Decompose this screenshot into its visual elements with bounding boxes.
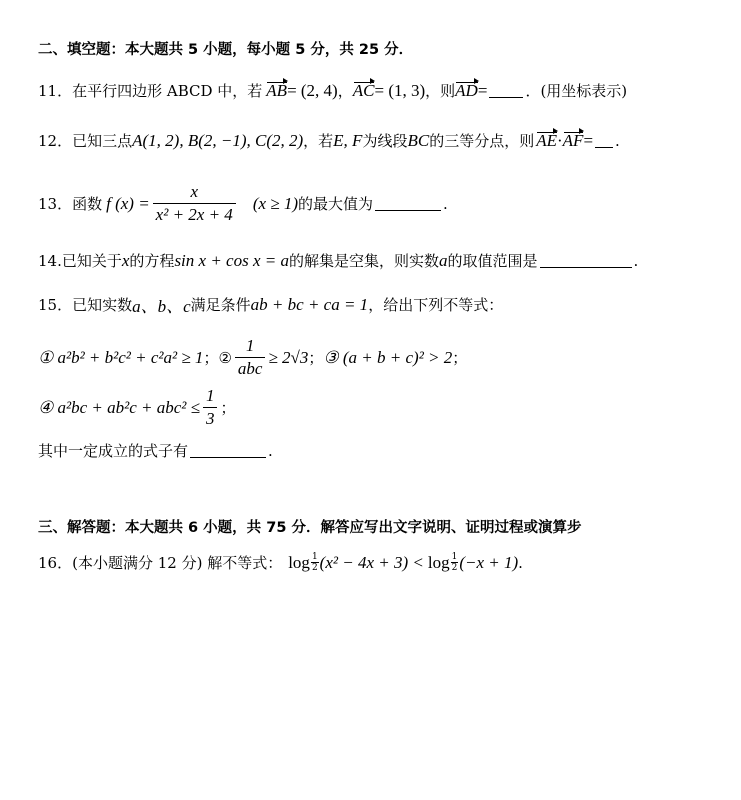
q15-inequalities-row-2	[38, 386, 235, 429]
q15-inequality-4: ④ a²bc + ab²c + abc² ≤	[38, 397, 200, 417]
q15-number: 15．	[38, 296, 73, 314]
q14-equation: sin x + cos x = a	[174, 250, 289, 270]
q14-number: 14.	[38, 251, 62, 270]
q14-answer-blank[interactable]	[540, 253, 632, 268]
q16-text-1: (本小题满分 12 分) 解不等式：	[72, 554, 283, 572]
q15-inequalities-row-1	[38, 336, 467, 379]
q15-inequality-2-label: ②	[218, 348, 232, 367]
question-11	[38, 80, 627, 101]
question-12	[38, 130, 620, 151]
q12-bc: BC	[407, 130, 430, 150]
q15-condition: ab + bc + ca = 1	[250, 294, 369, 314]
vector-ad: AD	[455, 80, 478, 100]
q16-log-1-base	[311, 552, 319, 573]
q14-text-3: 的解集是空集，则实数	[288, 252, 439, 270]
q15-text-2: 满足条件	[190, 296, 251, 314]
q11-text-2: ，	[337, 82, 353, 100]
q13-denominator: x² + 2x + 4	[153, 203, 236, 225]
q11-text-1: 在平行四边形 ABCD 中，若	[72, 82, 263, 100]
q13-fraction	[153, 182, 236, 225]
q13-text-2: 的最大值为	[298, 195, 374, 213]
q15-inequality-3: ③ (a + b + c)² > 2	[323, 347, 453, 367]
q16-log-2-base	[451, 552, 459, 573]
question-16	[38, 552, 523, 573]
q12-points: A(1, 2), B(2, −1), C(2, 2)	[132, 130, 304, 150]
q12-end: .	[615, 131, 620, 150]
q13-condition: (x ≥ 1)	[252, 193, 299, 213]
q16-number: 16．	[38, 554, 73, 572]
q15-end: .	[268, 441, 273, 460]
q13-function: f (x) =	[106, 193, 150, 213]
q16-end: .	[518, 553, 523, 572]
q12-text-4: 的三等分点，则	[429, 132, 535, 150]
q15-answer-blank[interactable]	[190, 443, 266, 458]
q15-i4-denominator: 3	[203, 407, 218, 429]
q15-i4-numerator: 1	[205, 386, 215, 405]
q11-ac-value: = (1, 3)	[374, 80, 426, 100]
q13-text-1: 函数	[72, 195, 103, 213]
q13-answer-blank[interactable]	[375, 196, 441, 211]
section-2-heading: 二、填空题：本大题共 5 小题，每小题 5 分，共 25 分．	[38, 42, 414, 58]
q16-base-2-den: 2	[451, 563, 458, 573]
q15-text-1: 已知实数	[72, 296, 133, 314]
q12-dot: ·	[557, 130, 563, 150]
q15-inequality-2-fraction	[235, 336, 266, 379]
q11-equals: =	[477, 80, 488, 100]
q11-answer-blank[interactable]	[489, 83, 523, 98]
question-15	[38, 292, 503, 317]
q12-text-3: 为线段	[362, 132, 408, 150]
q12-text-1: 已知三点	[72, 132, 133, 150]
q15-sep-3: ；	[452, 349, 468, 367]
q15-i2-denominator: abc	[235, 357, 266, 379]
q13-number: 13．	[38, 195, 73, 213]
q15-sep-2: ；	[308, 349, 324, 367]
q15-sep-1: ；	[203, 349, 219, 367]
q11-number: 11．	[38, 82, 73, 100]
q11-text-3: ，则	[425, 82, 456, 100]
vector-af: AF	[562, 130, 584, 150]
q16-arg-2: (−x + 1)	[459, 552, 519, 572]
q14-text-1: 已知关于	[61, 252, 122, 270]
question-13	[38, 182, 448, 225]
q14-text-4: 的取值范围是	[447, 252, 538, 270]
q11-ab-value: = (2, 4)	[287, 80, 338, 100]
vector-ac: AC	[352, 80, 375, 100]
q16-base-1-num: 1	[311, 552, 318, 562]
q13-numerator: x	[190, 182, 199, 201]
q16-base-2-num: 1	[451, 552, 458, 562]
q15-inequality-1: ① a²b² + b²c² + c²a² ≥ 1	[38, 347, 204, 367]
q15-variables: a、b、c	[132, 297, 191, 316]
q16-base-1-den: 2	[311, 563, 318, 573]
q16-arg-1: (x² − 4x + 3) <	[319, 552, 424, 572]
section-3-heading: 三、解答题：本大题共 6 小题，共 75 分．解答应写出文字说明、证明过程或演算步	[38, 520, 582, 536]
q12-text-2: ，若	[303, 132, 334, 150]
q15-inequality-4-fraction	[203, 386, 218, 429]
q16-log-2: log	[427, 552, 450, 572]
q14-var-x: x	[121, 250, 130, 270]
q15-text-3: ，给出下列不等式：	[368, 296, 504, 314]
q14-end: .	[633, 251, 639, 270]
vector-ab: AB	[266, 80, 288, 100]
question-14	[38, 250, 638, 271]
q15-sep-4: ；	[220, 399, 236, 417]
q12-answer-blank[interactable]	[595, 133, 613, 148]
q15-last-text: 其中一定成立的式子有	[38, 442, 189, 460]
q12-number: 12．	[38, 132, 73, 150]
q16-log-1: log	[288, 552, 310, 572]
vector-ae: AE	[536, 130, 557, 150]
q13-end: .	[443, 194, 448, 213]
q15-i2-numerator: 1	[245, 336, 255, 355]
q11-text-4: ．(用坐标表示)	[525, 82, 628, 100]
q14-text-2: 的方程	[129, 252, 175, 270]
q12-ef: E, F	[333, 130, 363, 150]
q12-equals: =	[583, 130, 594, 150]
q15-answer-line	[38, 440, 273, 461]
q14-var-a: a	[439, 250, 448, 270]
q15-inequality-2: ≥ 2√3	[268, 347, 309, 367]
